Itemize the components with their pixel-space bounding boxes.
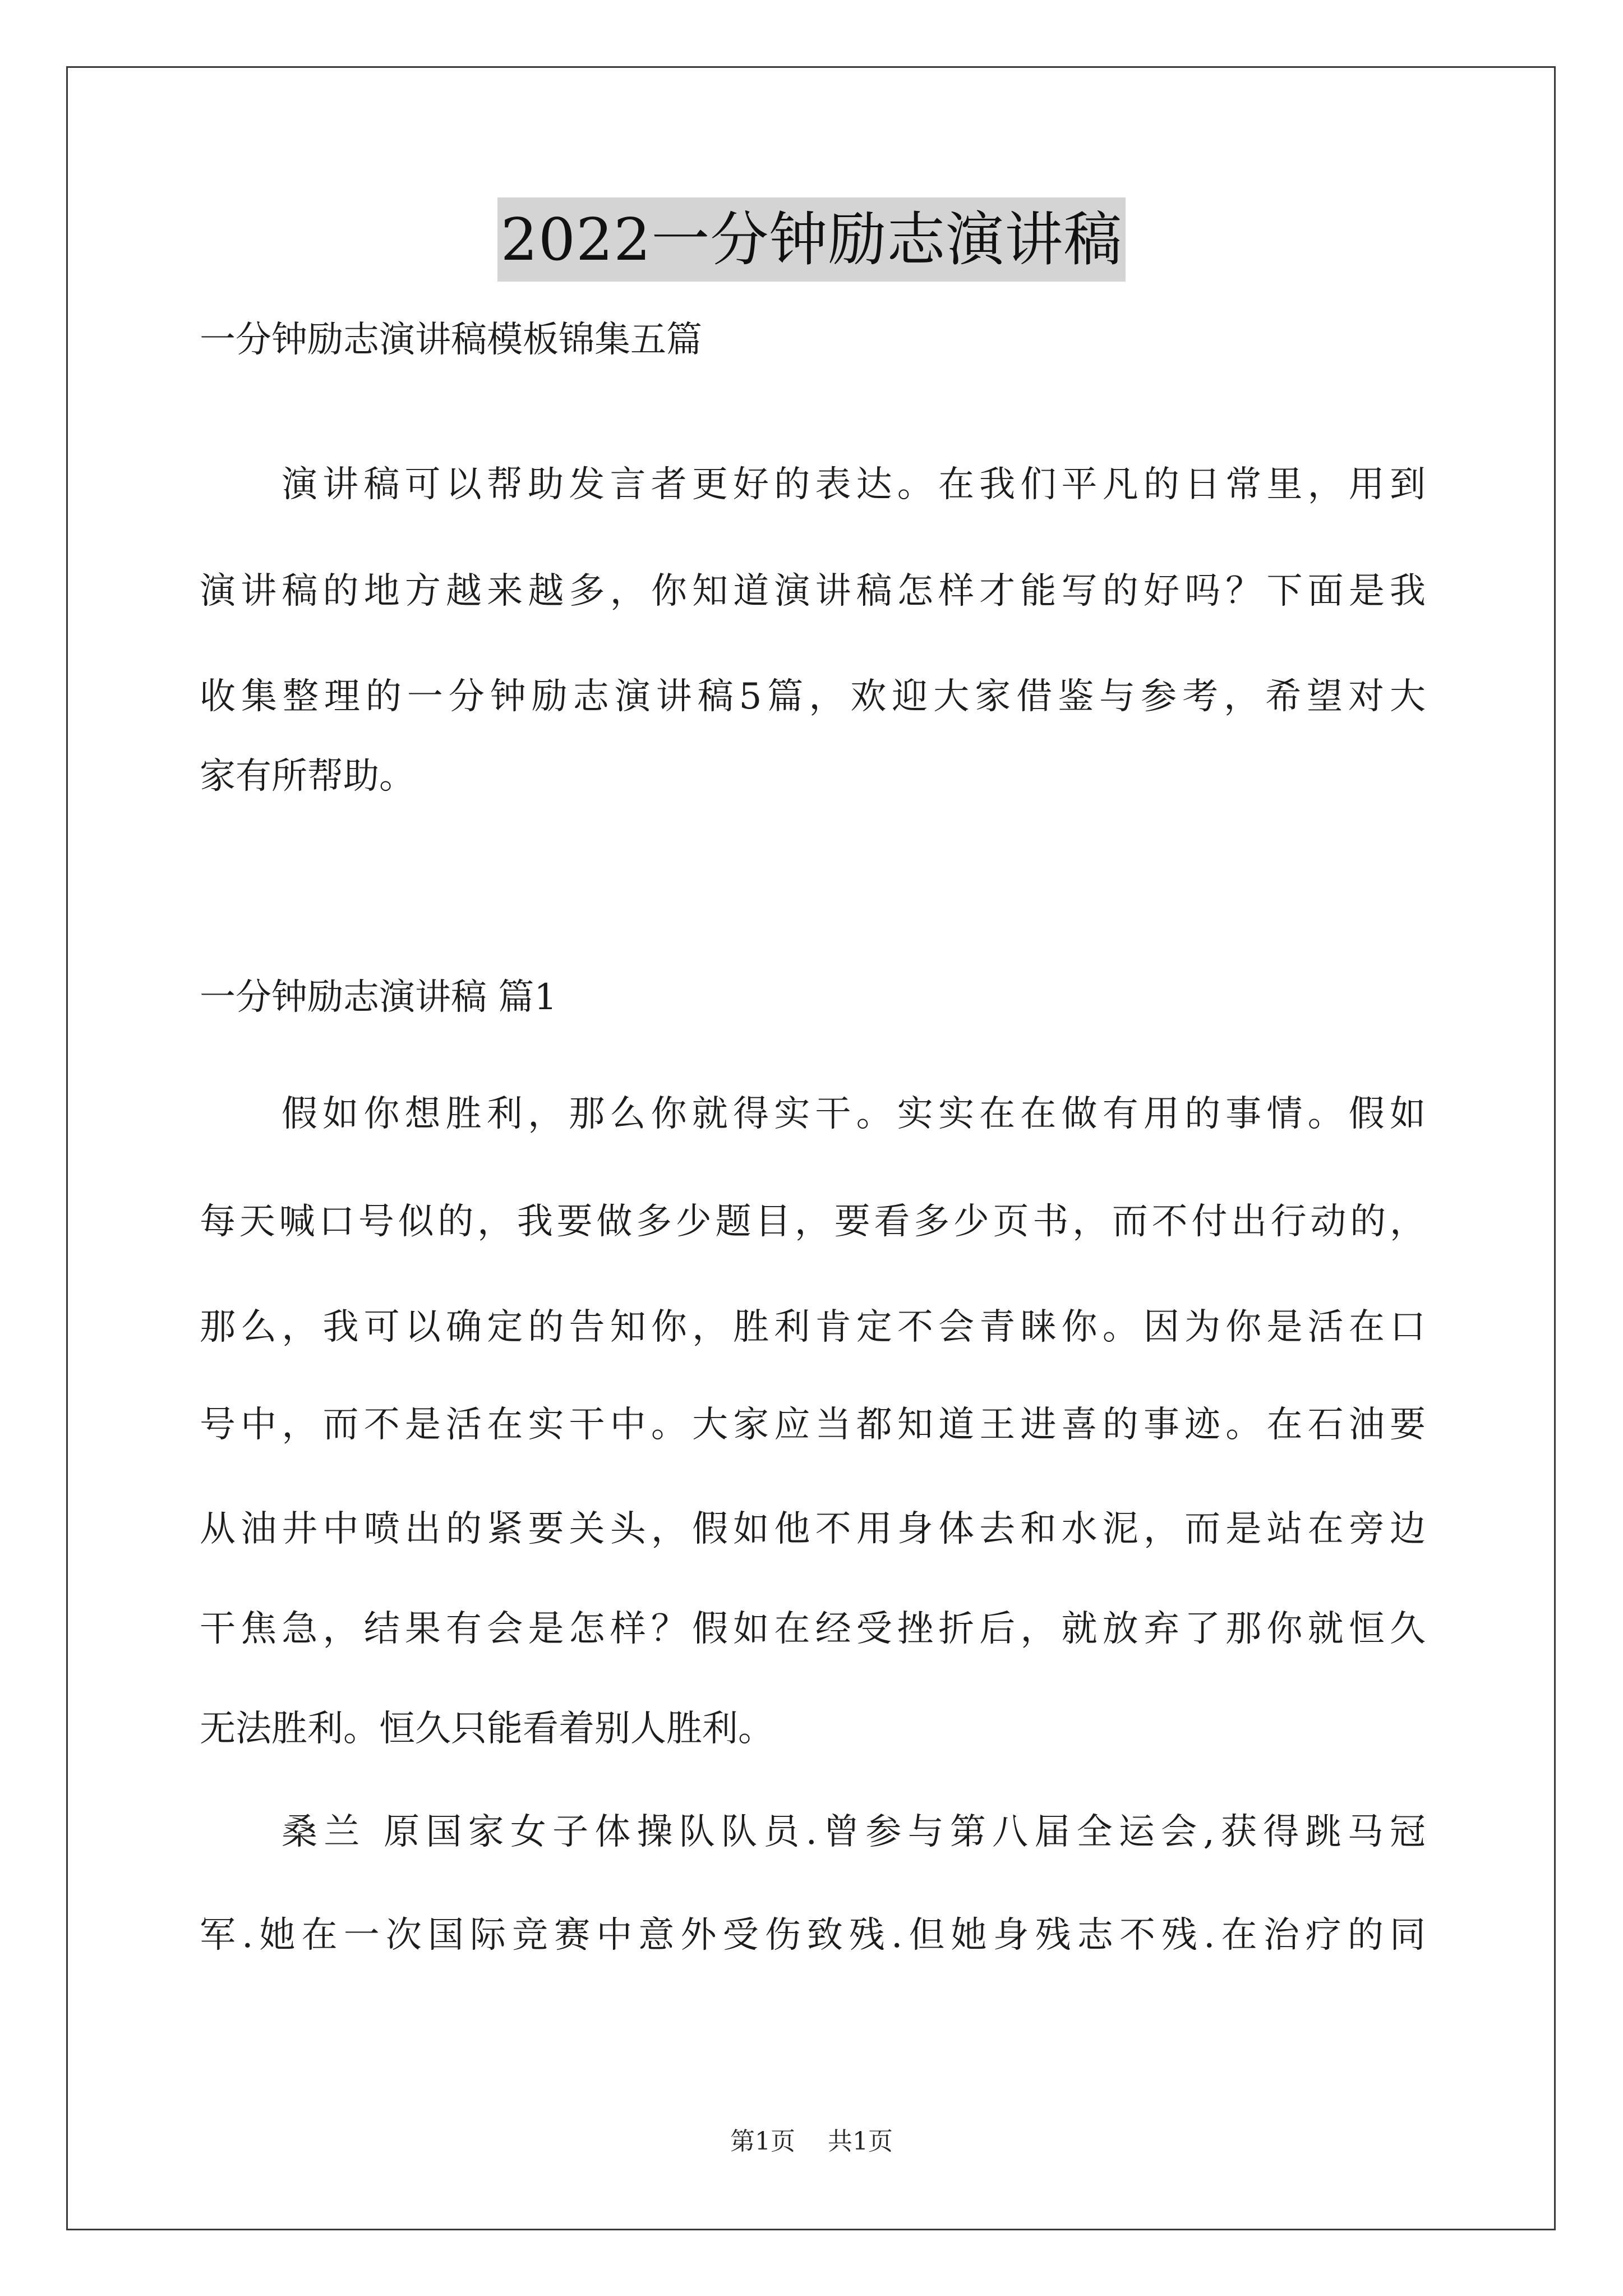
page-footer [0, 2126, 1623, 2157]
paragraph-line: 号中，而不是活在实干中。大家应当都知道王进喜的事迹。在石油要 [200, 1404, 1426, 1446]
paragraph-line: 桑兰 原国家女子体操队队员.曾参与第八届全运会,获得跳马冠 [282, 1811, 1426, 1853]
document-subtitle: 一分钟励志演讲稿模板锦集五篇 [200, 319, 702, 361]
paragraph-line: 军.她在一次国际竞赛中意外受伤致残.但她身残志不残.在治疗的同 [200, 1915, 1426, 1956]
paragraph-line: 假如你想胜利，那么你就得实干。实实在在做有用的事情。假如 [282, 1093, 1426, 1135]
intro-line: 家有所帮助。 [200, 756, 415, 797]
paragraph-line: 干焦急，结果有会是怎样？假如在经受挫折后，就放弃了那你就恒久 [200, 1608, 1426, 1650]
title-container [0, 197, 1623, 282]
document-title: 2022一分钟励志演讲稿 [497, 197, 1126, 282]
page-number: 第1页 [730, 2127, 795, 2156]
paragraph-line: 无法胜利。恒久只能看着别人胜利。 [200, 1708, 774, 1750]
intro-line: 收集整理的一分钟励志演讲稿5篇，欢迎大家借鉴与参考，希望对大 [200, 676, 1426, 717]
intro-line: 演讲稿可以帮助发言者更好的表达。在我们平凡的日常里，用到 [282, 464, 1426, 505]
intro-line: 演讲稿的地方越来越多，你知道演讲稿怎样才能写的好吗？下面是我 [200, 570, 1426, 612]
paragraph-line: 从油井中喷出的紧要关头，假如他不用身体去和水泥，而是站在旁边 [200, 1508, 1426, 1550]
page-total: 共1页 [828, 2127, 893, 2156]
page-border [66, 66, 1556, 2230]
paragraph-line: 那么，我可以确定的告知你，胜利肯定不会青睐你。因为你是活在口 [200, 1306, 1426, 1348]
section-heading: 一分钟励志演讲稿 篇1 [200, 977, 557, 1018]
paragraph-line: 每天喊口号似的，我要做多少题目，要看多少页书，而不付出行动的， [200, 1201, 1426, 1243]
